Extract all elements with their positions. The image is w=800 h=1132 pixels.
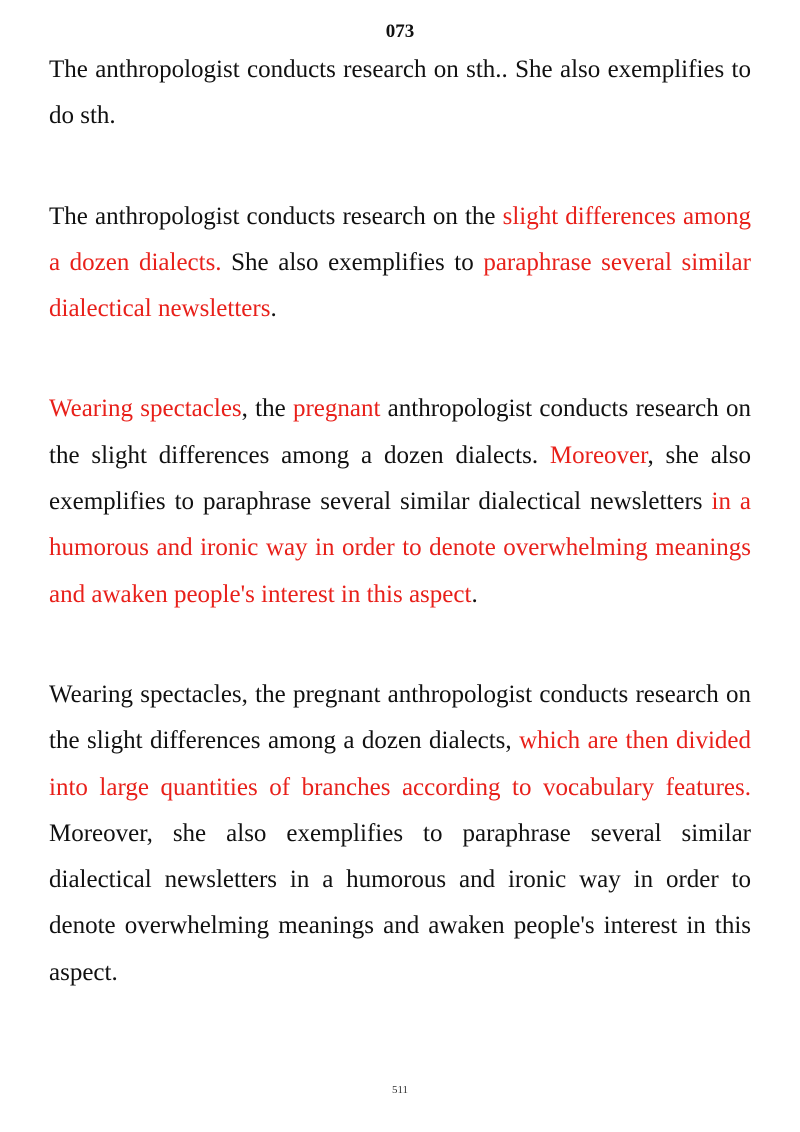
paragraph-2 [49,194,751,333]
text-segment: , the [241,395,293,423]
highlighted-text-segment: paraphrase several similar dialectical newsletters [49,248,751,323]
page-number-bottom: 511 [391,1084,409,1096]
text-segment: The anthropologist conducts research on the [49,202,503,230]
text-segment: Moreover, she also exemplifies to paraphrase several similar dialectical newsletters in a humorous and ironic way in order to denote overwhelming meanings and awaken people's interest in this aspect. [49,819,751,986]
paragraph-4 [49,672,751,996]
highlighted-text-segment: in a humorous and ironic way in order to denote overwhelming meanings and awaken people's interest in this aspect [49,488,752,608]
highlighted-text-segment: which are then divided into large quantities of branches according to vocabulary features. [49,727,751,801]
text-segment: She also exemplifies to [221,248,484,276]
highlighted-text-segment: Moreover [549,441,648,469]
document-body [49,47,751,996]
paragraph-3 [49,386,751,617]
page-number-top: 073 [385,21,415,42]
highlighted-text-segment: slight differences among a dozen dialects. [49,202,751,276]
text-segment: , she also exemplifies to paraphrase several similar dialectical newsletters [49,441,751,516]
text-segment: . [270,295,277,323]
highlighted-text-segment: pregnant [292,395,381,423]
text-segment: . [471,580,478,608]
text-segment: Wearing spectacles, the pregnant anthropologist conducts research on the slight differences among a dozen dialects, [49,680,751,755]
text-segment: The anthropologist conducts research on sth.. She also exemplifies to do sth. [49,56,751,130]
highlighted-text-segment: Wearing spectacles [49,395,242,423]
text-segment: anthropologist conducts research on the slight differences among a dozen dialects. [49,395,751,469]
paragraph-1 [49,47,751,140]
